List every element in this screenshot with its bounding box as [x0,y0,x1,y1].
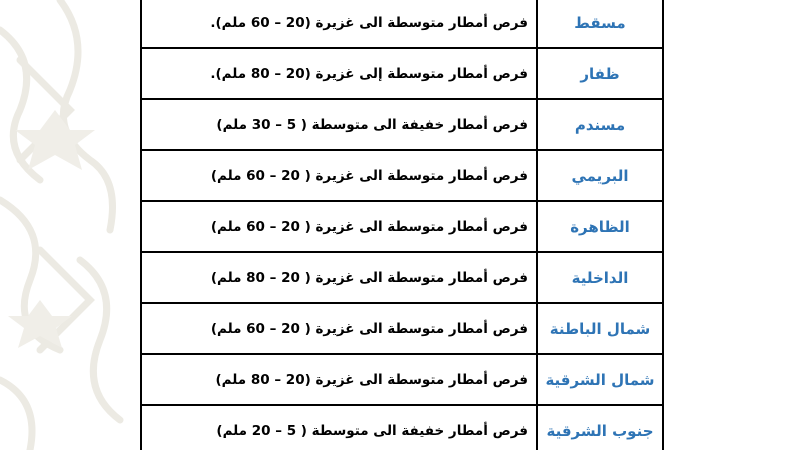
rain-forecast: فرص أمطار متوسطة إلى غزيرة (20 – 80 ملم). [141,48,537,99]
region-name: ظفار [537,48,663,99]
region-name: مسندم [537,99,663,150]
rain-forecast: فرص أمطار متوسطة الى غزيرة (20 – 60 ملم). [141,0,537,48]
region-name: شمال الشرقية [537,354,663,405]
region-name: مسقط [537,0,663,48]
rain-forecast: فرص أمطار متوسطة الى غزيرة ( 20 – 60 ملم) [141,303,537,354]
rain-forecast: فرص أمطار متوسطة الى غزيرة ( 20 – 60 ملم) [141,201,537,252]
table-row [141,405,663,450]
arabesque-pattern-icon [0,0,150,450]
rain-forecast: فرص أمطار خفيفة الى متوسطة ( 5 – 30 ملم) [141,99,537,150]
region-name: شمال الباطنة [537,303,663,354]
region-name: جنوب الشرقية [537,405,663,450]
rain-forecast-table [140,0,664,450]
rain-forecast: فرص أمطار متوسطة الى غزيرة (20 – 80 ملم) [141,354,537,405]
rain-forecast: فرص أمطار خفيفة الى متوسطة ( 5 – 20 ملم) [141,405,537,450]
region-name: الظاهرة [537,201,663,252]
table-row [141,48,663,99]
table-row [141,303,663,354]
table-row [141,252,663,303]
rain-forecast: فرص أمطار متوسطة الى غزيرة ( 20 – 60 ملم) [141,150,537,201]
region-name: البريمي [537,150,663,201]
table-row [141,99,663,150]
table-row [141,150,663,201]
table-row [141,201,663,252]
rain-forecast: فرص أمطار متوسطة الى غزيرة ( 20 – 80 ملم) [141,252,537,303]
table-row [141,354,663,405]
region-name: الداخلية [537,252,663,303]
table-row [141,0,663,48]
